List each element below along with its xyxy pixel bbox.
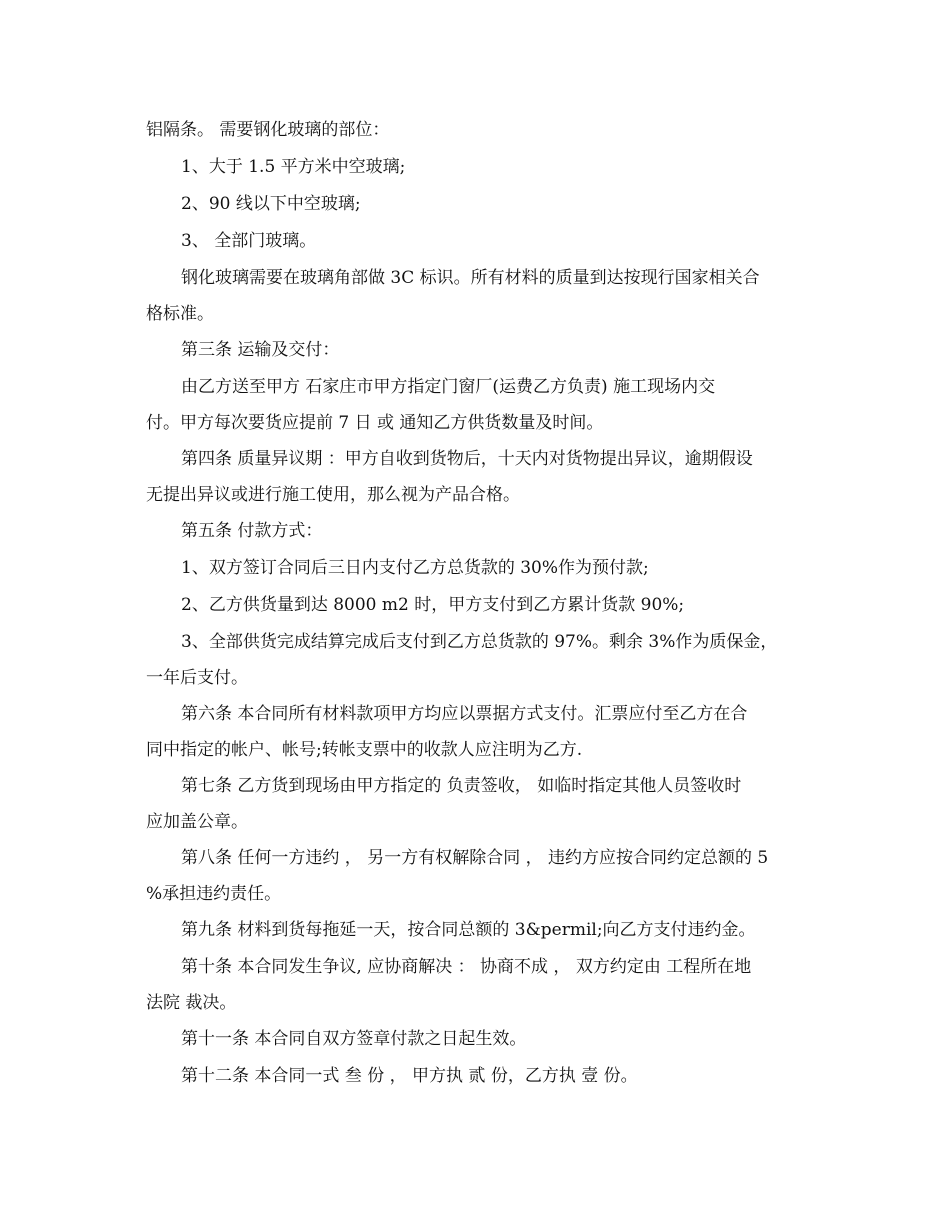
section-heading: 第十二条 本合同一式 叁 份 ， 甲方执 贰 份，乙方执 壹 份。 (181, 1066, 638, 1086)
section-heading: 第八条 任何一方违约 ， 另一方有权解除合同 ， 违约方应按合同约定总额的 5 (181, 848, 769, 868)
section-heading: 第四条 质量异议期 ：甲方自收到货物后，十天内对货物提出异议，逾期假设 (181, 449, 753, 469)
section-heading: 第十一条 本合同自双方签章付款之日起生效。 (181, 1029, 527, 1049)
section-heading: 第五条 付款方式： (181, 521, 323, 541)
text-line: 钢化玻璃需要在玻璃角部做 3C 标识。所有材料的质量到达按现行国家相关合 (181, 268, 760, 288)
text-line: 一年后支付。 (146, 668, 248, 688)
section-heading: 第六条 本合同所有材料款项甲方均应以票据方式支付。汇票应付至乙方在合 (181, 704, 748, 724)
text-line: 应加盖公章。 (146, 812, 248, 832)
section-heading: 第七条 乙方货到现场由甲方指定的 负责签收， 如临时指定其他人员签收时 (181, 776, 742, 796)
text-line: %承担违约责任。 (146, 884, 282, 904)
text-line: 2、乙方供货量到达 8000 m2 时，甲方支付到乙方累计货款 90%; (181, 595, 685, 615)
text-line: 由乙方送至甲方 石家庄市甲方指定门窗厂(运费乙方负责) 施工现场内交 (181, 377, 716, 397)
contract-text (146, 112, 810, 1095)
text-line: 无提出异议或进行施工使用，那么视为产品合格。 (146, 485, 520, 505)
section-heading: 第九条 材料到货每拖延一天，按合同总额的 3&permil;向乙方支付违约金。 (181, 920, 756, 940)
text-line: 1、大于 1.5 平方米中空玻璃; (181, 157, 406, 177)
text-line: 法院 裁决。 (146, 993, 237, 1013)
text-line: 同中指定的帐户、帐号;转帐支票中的收款人应注明为乙方. (146, 740, 583, 760)
section-heading: 第十条 本合同发生争议, 应协商解决 ： 协商不成 ， 双方约定由 工程所在地 (181, 957, 752, 977)
text-line: 铝隔条。 需要钢化玻璃的部位： (146, 120, 390, 140)
text-line: 3、全部供货完成结算完成后支付到乙方总货款的 97%。剩余 3%作为质保金， (181, 632, 778, 652)
text-line: 1、双方签订合同后三日内支付乙方总货款的 30%作为预付款; (181, 558, 649, 578)
section-heading: 第三条 运输及交付： (181, 340, 340, 360)
text-line: 付。甲方每次要货应提前 7 日 或 通知乙方供货数量及时间。 (146, 413, 604, 433)
text-line: 3、 全部门玻璃。 (181, 231, 317, 251)
text-line: 格标准。 (146, 304, 214, 324)
text-line: 2、90 线以下中空玻璃; (181, 194, 361, 214)
